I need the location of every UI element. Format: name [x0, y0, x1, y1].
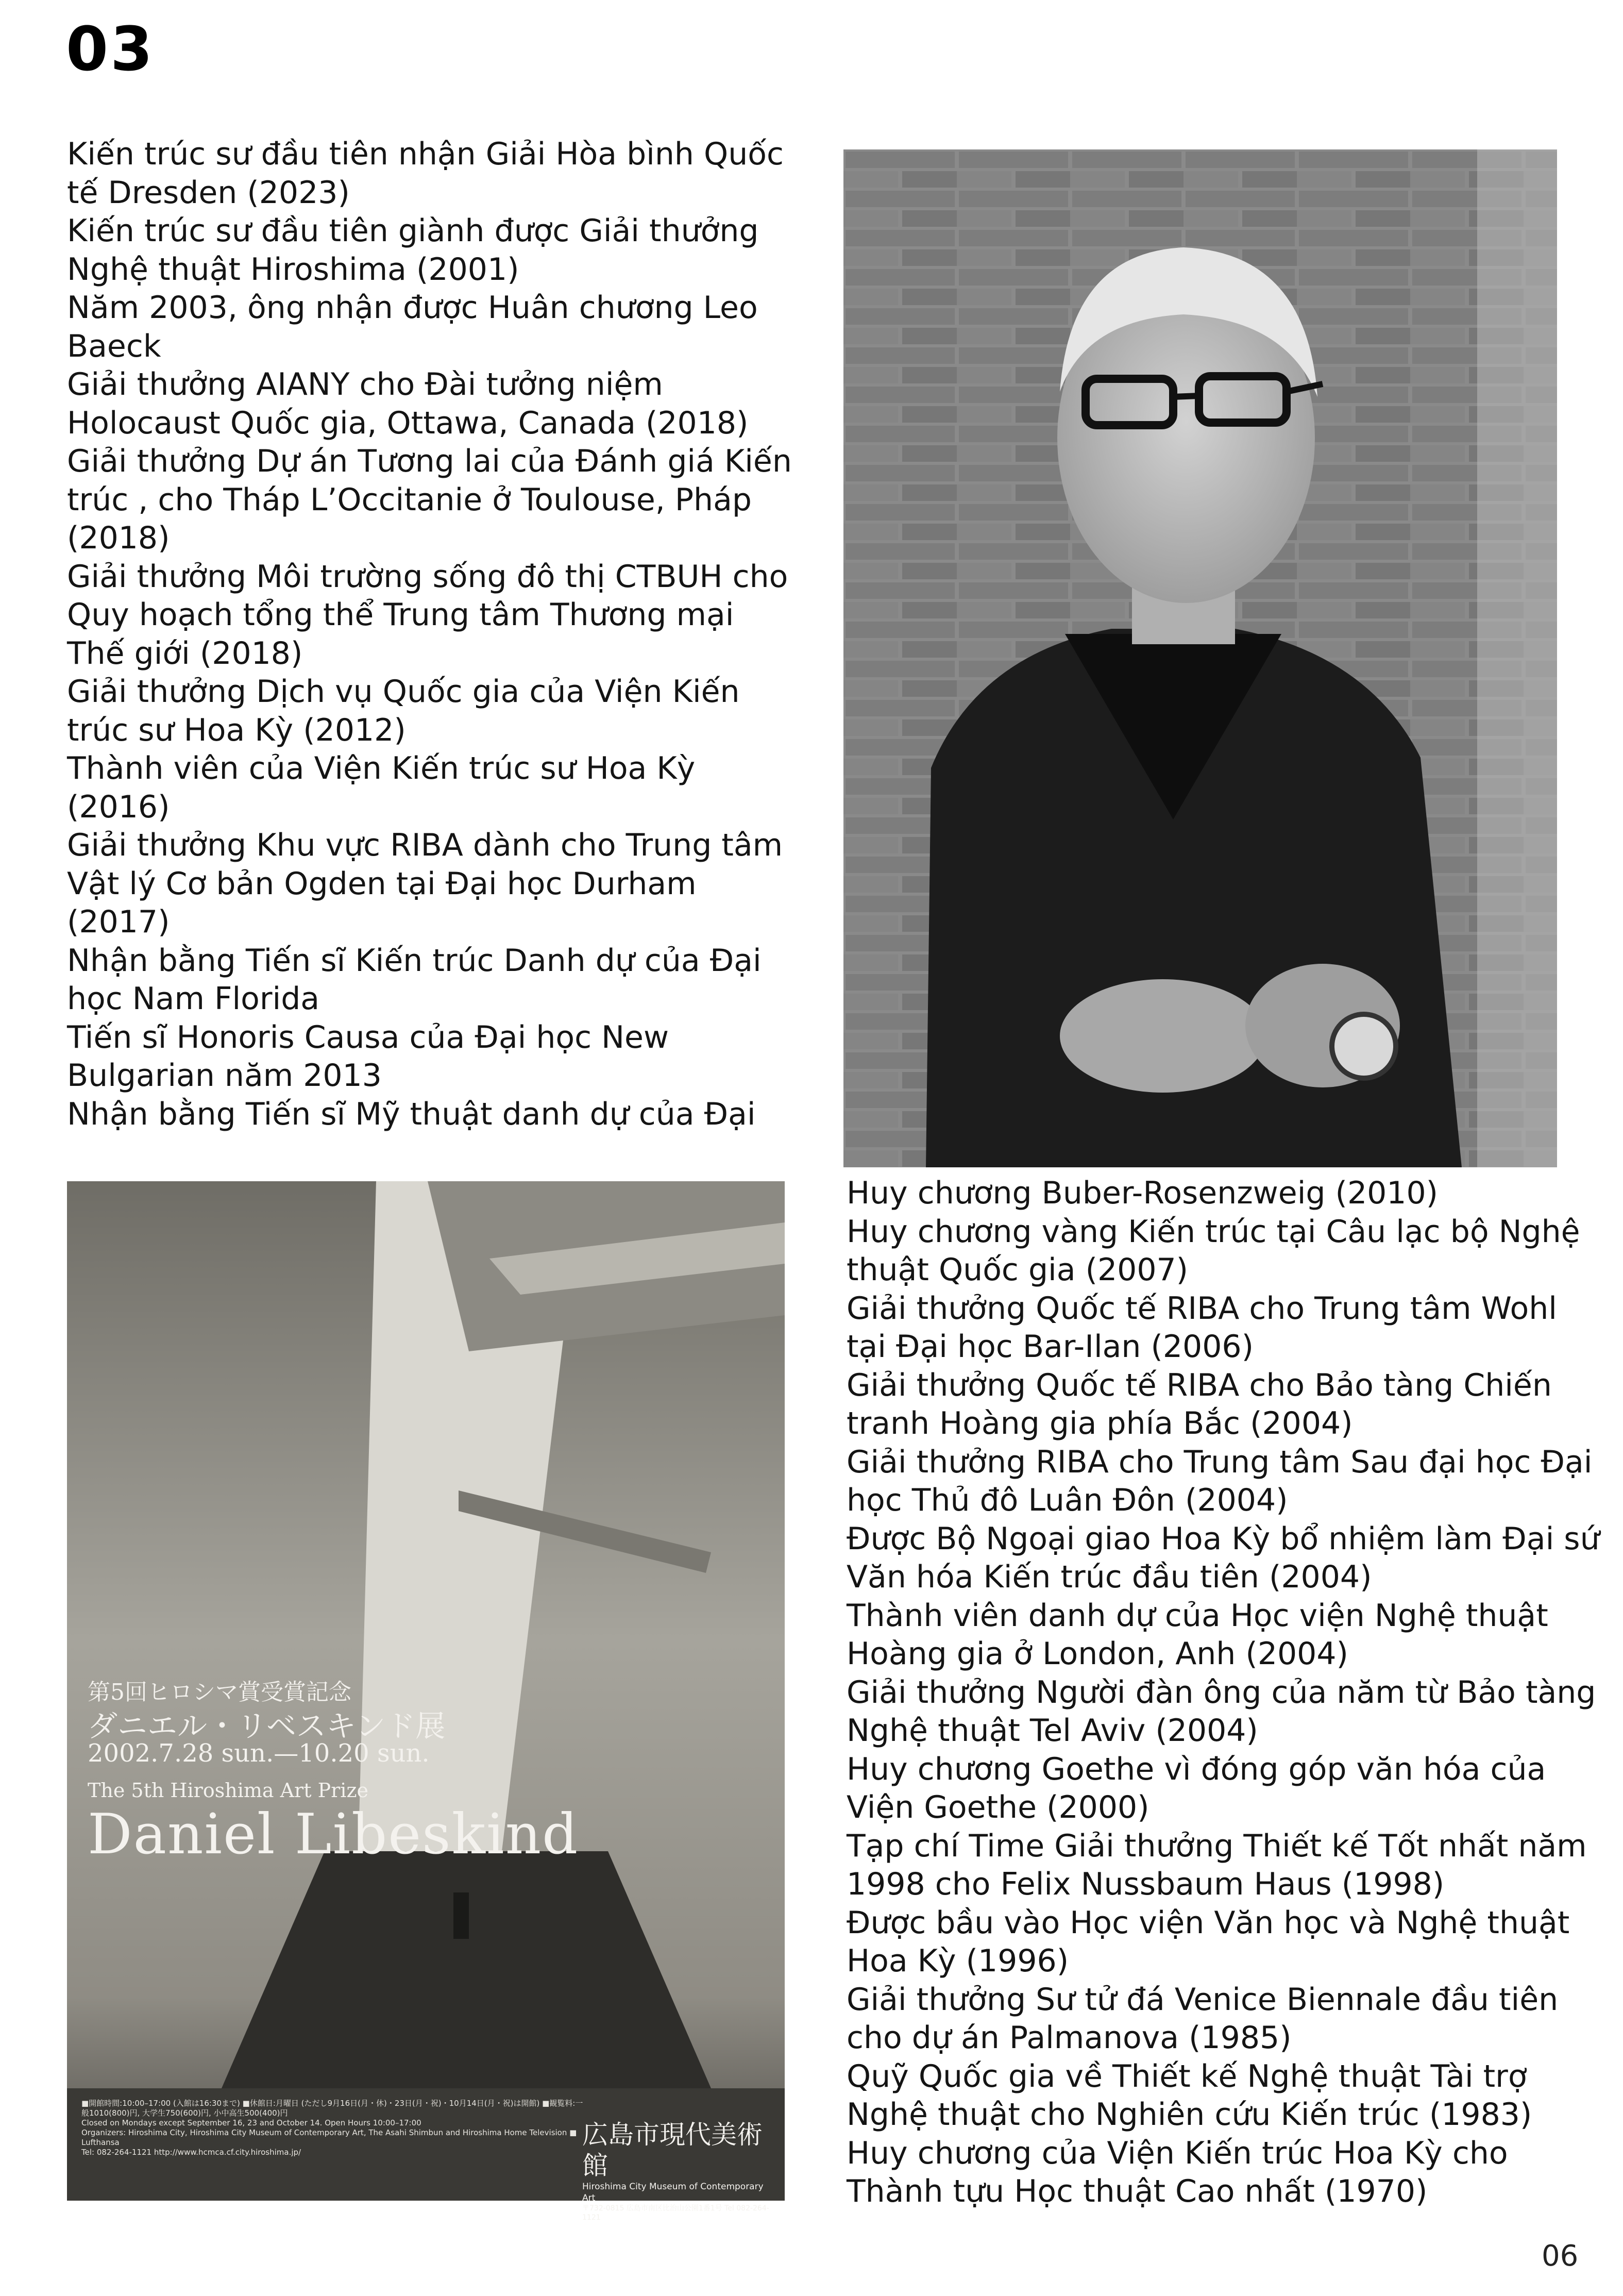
list-item: Tạp chí Time Giải thưởng Thiết kế Tốt nhất năm 1998 cho Felix Nussbaum Haus (1998) — [847, 1828, 1587, 1902]
list-item: Giải thưởng Quốc tế RIBA cho Bảo tàng Chiến tranh Hoàng gia phía Bắc (2004) — [847, 1367, 1552, 1442]
poster-prize-label: The 5th Hiroshima Art Prize — [88, 1779, 368, 1802]
poster-artist-name: Daniel Libeskind — [88, 1802, 579, 1867]
portrait-photo — [843, 149, 1557, 1167]
list-item: Giải thưởng Khu vực RIBA dành cho Trung tâm Vật lý Cơ bản Ogden tại Đại học Durham (2017) — [67, 827, 783, 940]
poster-museum-address: 〒732-0815 広島市南区比治山公園1番1号 Tel 082-264-1121 — [582, 2204, 769, 2222]
list-item: Giải thưởng Người đàn ông của năm từ Bảo tàng Nghệ thuật Tel Aviv (2004) — [847, 1674, 1596, 1749]
list-item: Giải thưởng Dịch vụ Quốc gia của Viện Kiến trúc sư Hoa Kỳ (2012) — [67, 674, 740, 748]
page-number: 06 — [1542, 2239, 1579, 2273]
section-number: 03 — [66, 13, 155, 85]
list-item: Giải thưởng AIANY cho Đài tưởng niệm Holocaust Quốc gia, Ottawa, Canada (2018) — [67, 366, 749, 441]
list-item: Tiến sĩ Honoris Causa của Đại học New Bulgarian năm 2013 — [67, 1019, 669, 1094]
list-item: Kiến trúc sư đầu tiên nhận Giải Hòa bình Quốc tế Dresden (2023) — [67, 136, 784, 211]
poster-jp-title: ダニエル・リベスキンド展 — [88, 1708, 446, 1744]
exhibition-poster — [67, 1181, 785, 2222]
list-item: Năm 2003, ông nhận được Huân chương Leo Baeck — [67, 290, 758, 364]
list-item: Giải thưởng Dự án Tương lai của Đánh giá Kiến trúc , cho Tháp L’Occitanie ở Toulouse, Pháp (2018) — [67, 443, 792, 556]
list-item: Huy chương Buber-Rosenzweig (2010) — [847, 1175, 1439, 1211]
poster-footer-info: ■開館時間:10:00–17:00 (入館は16:30まで) ■休館日:月曜日 (ただし9月16日(月・休)・23日(月・祝)・10月14日(月・祝)は開館) ■観覧料:一般1010(800)円, 大学生750(600)円, 小中高生500(400)円 Closed on Mondays except September 16, 23 and October 14. Open Hours 10:00–17:00 Organizers: Hiroshima City, Hiroshima City Museum of Contemporary Art, The Asahi Shimbun and Hiroshima Home Television ■ Lufthansa Tel: 082-264-1121 http://www.hcmca.cf.city.hiroshima.jp/ — [81, 2099, 583, 2157]
list-item: Thành viên của Viện Kiến trúc sư Hoa Kỳ (2016) — [67, 750, 696, 825]
list-item: Huy chương vàng Kiến trúc tại Câu lạc bộ Nghệ thuật Quốc gia (2007) — [847, 1213, 1580, 1288]
awards-list-left — [67, 135, 799, 1182]
list-item: Kiến trúc sư đầu tiên giành được Giải thưởng Nghệ thuật Hiroshima (2001) — [67, 213, 759, 288]
list-item: Quỹ Quốc gia về Thiết kế Nghệ thuật Tài trợ Nghệ thuật cho Nghiên cứu Kiến trúc (1983) — [847, 2058, 1532, 2133]
list-item: Giải thưởng Quốc tế RIBA cho Trung tâm Wohl tại Đại học Bar-Ilan (2006) — [847, 1290, 1557, 1365]
list-item: Giải thưởng Sư tử đá Venice Biennale đầu tiên cho dự án Palmanova (1985) — [847, 1981, 1559, 2056]
list-item: Được Bộ Ngoại giao Hoa Kỳ bổ nhiệm làm Đại sứ Văn hóa Kiến trúc đầu tiên (2004) — [847, 1520, 1600, 1595]
list-item: Thành viên danh dự của Học viện Nghệ thuật Hoàng gia ở London, Anh (2004) — [847, 1597, 1548, 1672]
list-item: Huy chương của Viện Kiến trúc Hoa Kỳ cho Thành tựu Học thuật Cao nhất (1970) — [847, 2135, 1508, 2209]
list-item: Nhận bằng Tiến sĩ Mỹ thuật danh dự của Đại — [67, 1096, 756, 1132]
poster-museum-block — [582, 2119, 773, 2222]
list-item: Huy chương Goethe vì đóng góp văn hóa của Viện Goethe (2000) — [847, 1751, 1546, 1825]
list-item: Giải thưởng RIBA cho Trung tâm Sau đại học Đại học Thủ đô Luân Đôn (2004) — [847, 1444, 1593, 1518]
list-item: Nhận bằng Tiến sĩ Kiến trúc Danh dự của Đại học Nam Florida — [67, 942, 762, 1017]
awards-list-right — [847, 1174, 1604, 2211]
poster-museum-en: Hiroshima City Museum of Contemporary Art — [582, 2182, 764, 2203]
poster-museum-jp: 広島市現代美術館 — [582, 2120, 763, 2181]
list-item: Được bầu vào Học viện Văn học và Nghệ thuật Hoa Kỳ (1996) — [847, 1904, 1570, 1979]
poster-jp-subtitle: 第5回ヒロシマ賞受賞記念 — [88, 1679, 351, 1705]
list-item: Giải thưởng Môi trường sống đô thị CTBUH cho Quy hoạch tổng thể Trung tâm Thương mại Thế giới (2018) — [67, 558, 788, 672]
poster-dates: 2002.7.28 sun.—10.20 sun. — [88, 1739, 430, 1768]
